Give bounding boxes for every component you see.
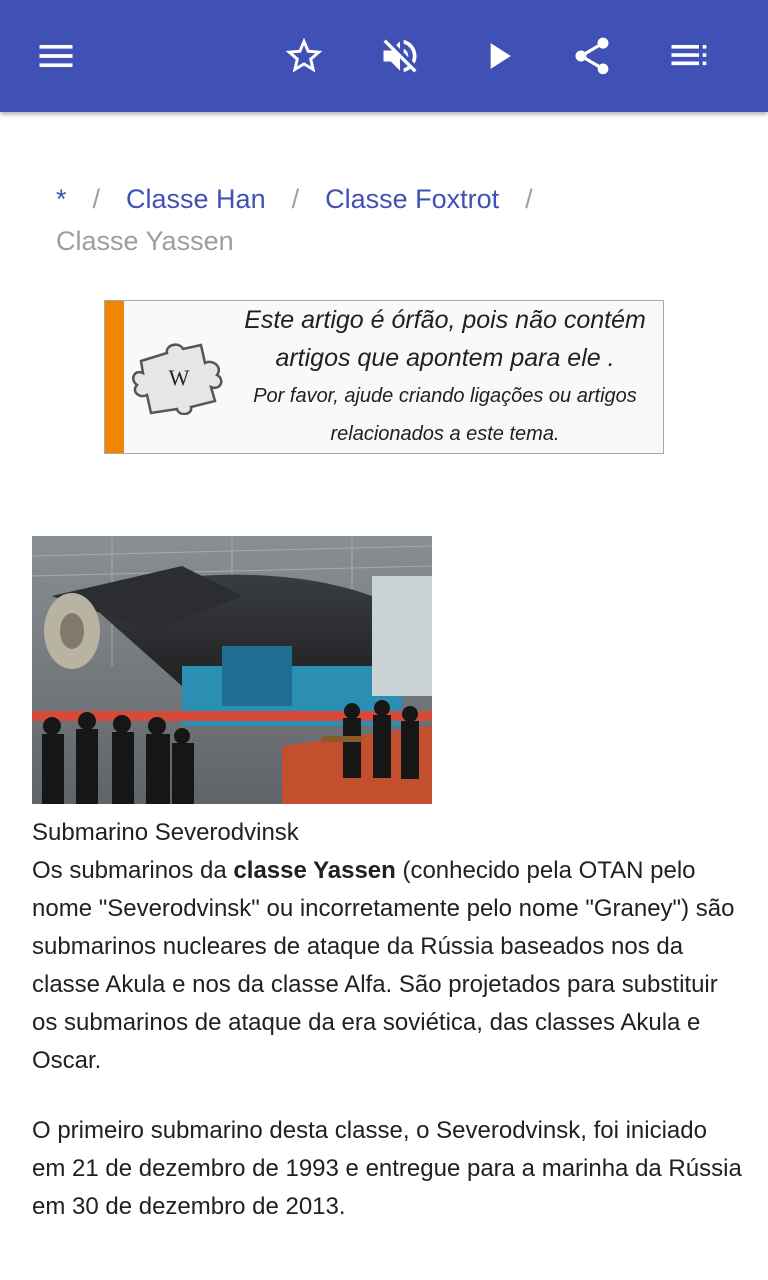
breadcrumb-separator: / (525, 184, 533, 214)
article-paragraph (32, 852, 742, 1080)
share-button[interactable] (564, 28, 620, 84)
play-icon (476, 34, 520, 78)
hamburger-menu-icon (34, 34, 78, 78)
app-toolbar (0, 0, 768, 112)
mute-button[interactable] (372, 28, 428, 84)
menu-button[interactable] (28, 28, 84, 84)
notice-accent-bar (105, 301, 124, 453)
breadcrumb-classe-han-link[interactable]: Classe Han (126, 184, 266, 214)
paragraph-text: (conhecido pela OTAN pelo nome "Severodvinsk" ou incorretamente pelo nome "Graney") são submarinos nucleares de ataque da Rússia baseados nos da classe Akula e nos da classe Alfa. São projetados para substituir os submarinos de ataque da era soviética, das classes Akula e Oscar. (32, 857, 735, 1074)
breadcrumb-classe-foxtrot-link[interactable]: Classe Foxtrot (325, 184, 500, 214)
breadcrumb-separator: / (291, 184, 300, 214)
playlist-icon (666, 34, 710, 78)
breadcrumb-current-page: Classe Yassen (56, 226, 234, 256)
wikipedia-puzzle-icon (127, 339, 227, 415)
playlist-button[interactable] (660, 28, 716, 84)
breadcrumb-separator: / (92, 184, 101, 214)
submarine-photo[interactable] (32, 536, 432, 804)
notice-help-text: Por favor, ajude criando ligações ou artigos relacionados a este tema. (253, 385, 637, 445)
share-icon (570, 34, 614, 78)
photo-caption: Submarino Severodvinsk (32, 819, 299, 846)
play-button[interactable] (470, 28, 526, 84)
breadcrumb (56, 178, 736, 262)
paragraph-text: Os submarinos da (32, 857, 234, 884)
volume-off-icon (378, 34, 422, 78)
puzzle-letter: W (168, 365, 190, 390)
orphan-article-notice (104, 300, 664, 454)
star-outline-icon (282, 34, 326, 78)
article-subject-bold: classe Yassen (233, 857, 396, 884)
notice-main-text: Este artigo é órfão, pois não contém artigos que apontem para ele . (244, 306, 646, 372)
article-paragraph: O primeiro submarino desta classe, o Severodvinsk, foi iniciado em 21 de dezembro de 1993 e entregue para a marinha da Rússia em 30 de dezembro de 2013. (32, 1117, 742, 1220)
breadcrumb-home-link[interactable]: * (56, 184, 67, 214)
favorite-button[interactable] (276, 28, 332, 84)
